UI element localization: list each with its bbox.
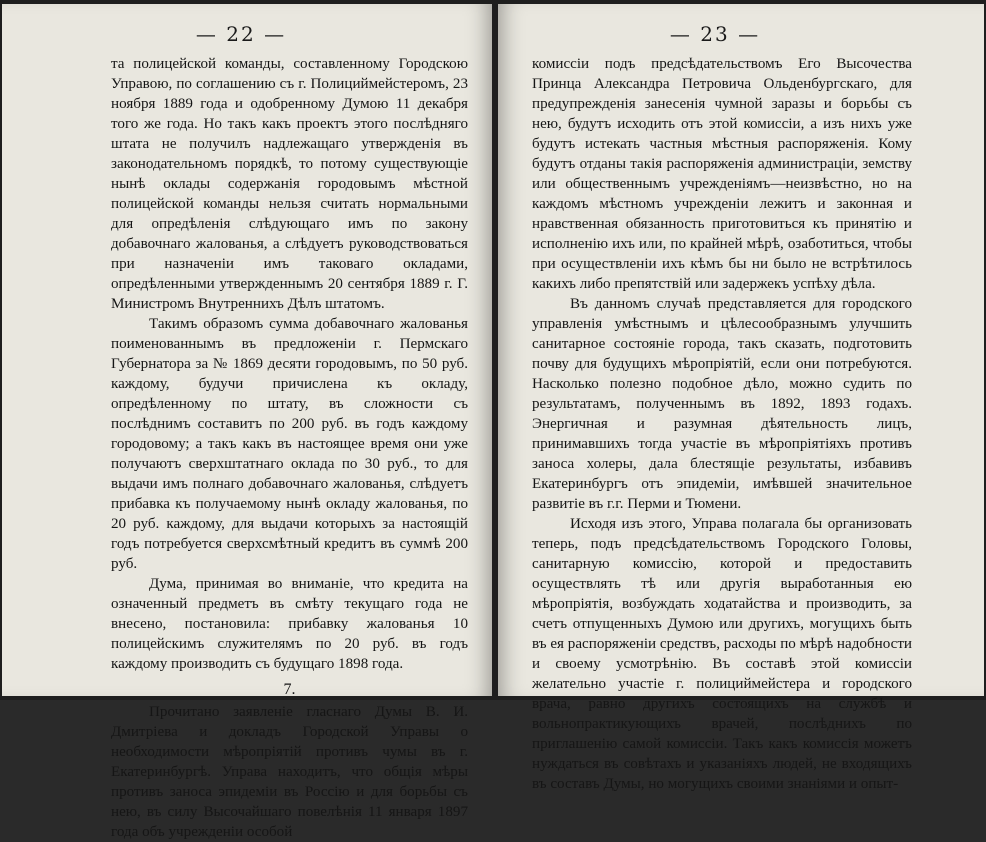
paragraph: Въ данномъ случаѣ представляется для городского управленія умѣстнымъ и цѣлесообразнымъ улучшить санитарное состояніе города, такъ сказать, подготовить почву для будущихъ мѣропріятій, если они потребуются. Насколько полезно подобное дѣло, можно судить по результатамъ, полученнымъ въ 1892, 1893 годахъ. Энергичная и разумная дѣятельность лицъ, принимавшихъ тогда участіе въ мѣропріятіяхъ противъ заноса холеры, дала блестящіе результаты, избавивъ Екатеринбургъ отъ эпидеміи, имѣвшей значительное развитіе въ г.г. Перми и Тюмени.	[532, 296, 912, 512]
page-number-right: — 23 —	[669, 22, 761, 46]
paragraph: Исходя изъ этого, Управа полагала бы организовать теперь, подъ предсѣдательствомъ Городского Головы, санитарную комиссію, которой и предоставить осуществлять тѣ или другія выработанныя ею мѣропріятія, возбуждать ходатайства и производить, за счетъ отпущенныхъ Думою или другихъ, могущихъ быть въ ея распоряженіи средствъ, расходы по мѣрѣ надобности и своему усмотрѣнію. Въ составѣ этой комиссіи желательно участіе г. полициймейстера и городского врача, равно другихъ состоящихъ на службѣ и вольнопрактикующихъ врачей, послѣднихъ по приглашенію самой комиссіи. Такъ какъ комиссія можетъ нуждаться въ совѣтахъ и указаніяхъ людей, не входящихъ въ составъ Думы, но могущихъ своими знаніями и опыт-	[532, 516, 912, 792]
paragraph: Дума, принимая во вниманіе, что кредита на означенный предметъ въ смѣту текущаго года не внесено, постановила: прибавку жалованья 10 полицейскимъ служителямъ по 20 руб. въ годъ каждому производить съ будущаго 1898 года.	[111, 576, 468, 672]
paragraph: та полицейской команды, составленному Городскою Управою, по соглашению съ г. Полициймейстеромъ, 23 ноября 1889 года и одобренному Думою 11 декабря того же года. Но такъ какъ проектъ этого послѣдняго штата не получилъ надлежащаго утвержденія въ законодательномъ порядкѣ, то потому существующіе нынѣ оклады содержанія городовымъ мѣстной полицейской команды нельзя считать нормальными для опредѣленія слѣдующаго имъ по закону добавочнаго жалованья, а слѣдуетъ руководствоваться при назначеніи имъ таковаго окладами, опредѣленными утвержденнымъ 20 сентября 1889 г. Г. Министромъ Внутреннихъ Дѣлъ штатомъ.	[111, 56, 468, 312]
page-number-left: — 22 —	[195, 22, 287, 46]
paragraph: Такимъ образомъ сумма добавочнаго жалованья поименованнымъ въ предложеніи г. Пермскаго Губернатора за № 1869 десяти городовымъ, по 50 руб. каждому, будучи причислена къ окладу, опредѣленному по штату, въ сложности съ послѣднимъ составитъ по 200 руб. въ годъ каждому городовому; а такъ какъ въ настоящее время они уже получаютъ сверхштатнаго оклада по 30 руб., то для выдачи имъ полнаго добавочнаго жалованья, слѣдуетъ прибавка къ получаемому нынѣ окладу жалованья, по 20 руб. каждому, для выдачи которыхъ за настоящій годъ потребуется сверхсмѣтный кредитъ въ суммѣ 200 руб.	[111, 316, 468, 572]
paragraph: Прочитано заявленіе гласнаго Думы В. И. Дмитріева и докладъ Городской Управы о необходимости мѣропріятій противъ чумы въ г. Екатеринбургѣ. Управа находитъ, что общія мѣры противъ заноса эпидеміи въ Россію и для борьбы съ нею, въ силу Высочайшаго повелѣнія 11 января 1897 года объ учрежденіи особой	[111, 704, 468, 840]
right-page-text	[532, 54, 912, 794]
left-page	[2, 4, 492, 840]
right-page	[498, 4, 984, 792]
section-number: 7.	[283, 681, 296, 698]
left-page-text	[111, 54, 468, 842]
paragraph: комиссіи подъ предсѣдательствомъ Его Высочества Принца Александра Петровича Ольденбургскаго, для предупрежденія занесенія чумной заразы и борьбы съ нею, будутъ исходить отъ этой комиссіи, а изъ нихъ уже будутъ истекать частныя мѣстныя распоряженія. Кому будутъ отданы такія распоряженія администраціи, земству или общественнымъ учрежденіямъ—неизвѣстно, но на каждомъ мѣстномъ учрежденіи лежитъ и законная и нравственная обязанность приготовиться къ принятію и исполненію ихъ или, по крайней мѣрѣ, озаботиться, чтобы при осуществленіи ихъ кѣмъ бы ни было не встрѣтилось какихъ либо препятствій или задержекъ успѣху дѣла.	[532, 56, 912, 292]
